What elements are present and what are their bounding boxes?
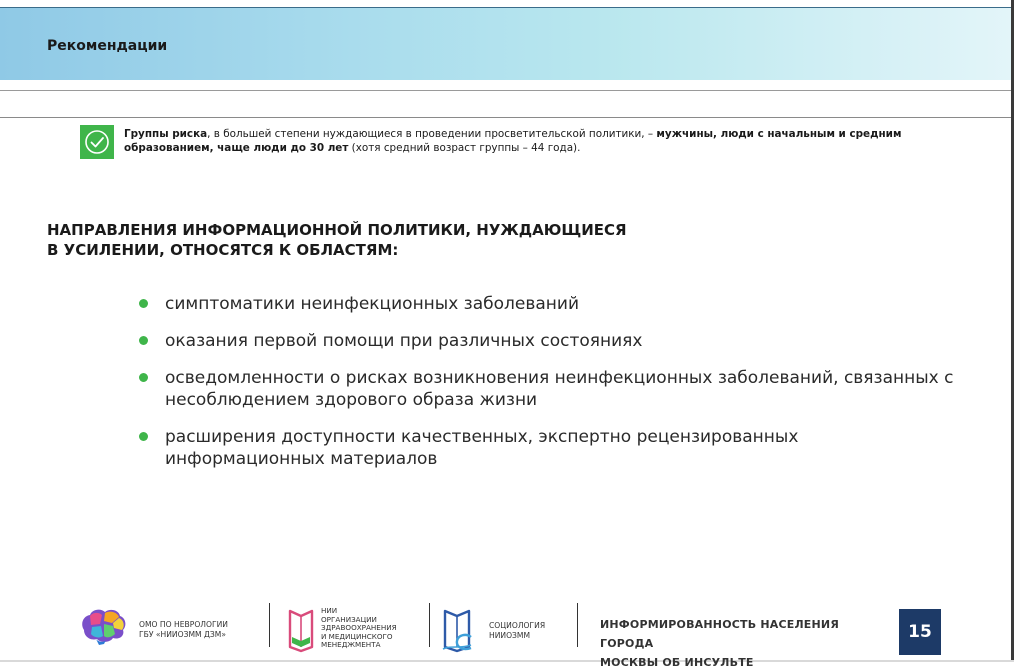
list-item-text: расширения доступности качественных, экспертно рецензированных информационных материалов	[165, 427, 799, 469]
section-heading-line2: В УСИЛЕНИИ, ОТНОСЯТСЯ К ОБЛАСТЯМ:	[47, 241, 399, 259]
logo-sociology-line2: НИИОЗММ	[489, 631, 531, 640]
logo-nii-line3: ЗДРАВООХРАНЕНИЯ	[321, 623, 397, 633]
footer-divider	[429, 603, 430, 647]
list-item	[139, 367, 959, 411]
page-number: 15	[899, 609, 941, 655]
logo-omo-line2: ГБУ «НИИОЗММ ДЗМ»	[139, 630, 226, 639]
checkmark-circle-icon	[80, 125, 114, 159]
section-heading-line1: НАПРАВЛЕНИЯ ИНФОРМАЦИОННОЙ ПОЛИТИКИ, НУЖДАЮЩИЕСЯ	[47, 221, 627, 239]
page-title: Рекомендации	[47, 38, 168, 54]
sociology-logo-icon	[441, 607, 483, 653]
section-heading	[47, 220, 747, 260]
footer-title-line2: МОСКВЫ ОБ ИНСУЛЬТЕ	[600, 656, 754, 669]
directions-list	[139, 293, 959, 485]
logo-nii-line2: ОРГАНИЗАЦИИ	[321, 614, 377, 624]
list-item-text: оказания первой помощи при различных состояниях	[165, 331, 643, 351]
nii-book-logo-icon	[287, 607, 315, 653]
bullet-dot	[139, 373, 148, 382]
logo-nii-line4: И МЕДИЦИНСКОГО	[321, 631, 393, 641]
list-item	[139, 293, 959, 315]
logo-nii-text	[321, 607, 397, 650]
bullet-dot	[139, 336, 148, 345]
logo-nii-line1: НИИ	[321, 606, 338, 615]
risk-groups-note	[124, 127, 984, 155]
risk-groups-text: , в большей степени нуждающиеся в проведении просветительской политики, –	[207, 128, 657, 140]
divider-line	[0, 117, 1011, 118]
logo-sociology-line1: СОЦИОЛОГИЯ	[489, 621, 546, 630]
footer-divider	[577, 603, 578, 647]
divider-line	[0, 90, 1011, 91]
bullet-dot	[139, 299, 148, 308]
risk-groups-highlight: мужчины, люди с начальным и средним образованием, чаще люди до 30 лет	[124, 128, 902, 154]
list-item-text: осведомленности о рисках возникновения неинфекционных заболеваний, связанных с несоблюдением здорового образа жизни	[165, 368, 954, 410]
header-band	[0, 7, 1011, 80]
risk-groups-average-age: (хотя средний возраст группы – 44 года).	[348, 142, 581, 154]
risk-groups-label: Группы риска	[124, 128, 208, 140]
footer-title-line1: ИНФОРМИРОВАННОСТЬ НАСЕЛЕНИЯ ГОРОДА	[600, 618, 839, 650]
footer-divider	[269, 603, 270, 647]
logo-omo-text	[139, 620, 228, 640]
list-item	[139, 330, 959, 352]
logo-nii-line5: МЕНЕДЖМЕНТА	[321, 640, 381, 650]
brain-logo-icon	[78, 606, 128, 646]
logo-sociology-text	[489, 621, 545, 641]
list-item-text: симптоматики неинфекционных заболеваний	[165, 294, 580, 314]
footer-title	[600, 615, 880, 672]
list-item	[139, 426, 959, 470]
logo-omo-line1: ОМО ПО НЕВРОЛОГИИ	[139, 620, 228, 629]
bullet-dot	[139, 432, 148, 441]
